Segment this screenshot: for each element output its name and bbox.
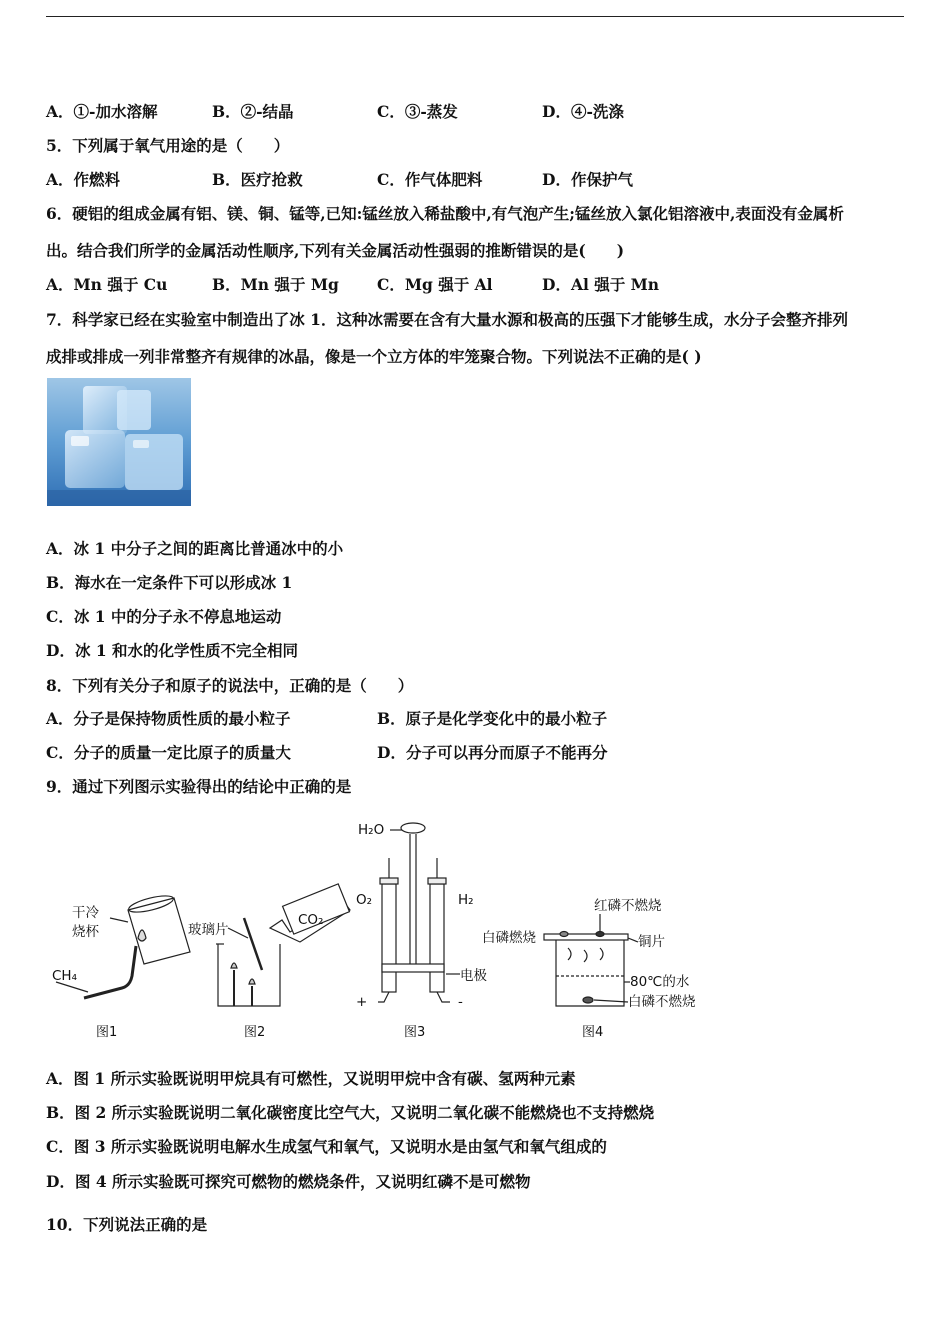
q6-option-d[interactable]: D．Al 强于 Mn <box>542 275 660 294</box>
q5-option-a[interactable]: A．作燃料 <box>46 170 121 189</box>
q7-stem-line1: 7．科学家已经在实验室中制造出了冰 1．这种冰需要在含有大量水源和极高的压强下才能够生成，水分子会整齐排列 <box>46 310 848 329</box>
q8-option-d[interactable]: D．分子可以再分而原子不能再分 <box>377 743 608 762</box>
figure-2-caption: 图2 <box>244 1025 266 1040</box>
figure-3-caption: 图3 <box>404 1025 426 1040</box>
experiment-figures <box>48 810 713 1045</box>
q6-option-c[interactable]: C．Mg 强于 Al <box>377 275 493 294</box>
q7-option-b[interactable]: B．海水在一定条件下可以形成冰 1 <box>46 573 293 592</box>
q9-option-c[interactable]: C．图 3 所示实验既说明电解水生成氢气和氧气，又说明水是由氢气和氧气组成的 <box>46 1137 607 1156</box>
q4-option-d[interactable]: D．④-洗涤 <box>542 102 624 121</box>
ice-cubes-image <box>47 378 191 506</box>
q7-option-d[interactable]: D．冰 1 和水的化学性质不完全相同 <box>46 641 299 660</box>
f4-water-label: 80℃的水 <box>630 974 690 990</box>
q4-option-a[interactable]: A．①-加水溶解 <box>46 102 158 121</box>
f4-red-label: 红磷不燃烧 <box>594 898 662 914</box>
f3-electrode-label: 电极 <box>460 968 487 984</box>
q5-option-d[interactable]: D．作保护气 <box>542 170 633 189</box>
q5-option-b[interactable]: B．医疗抢救 <box>212 170 303 189</box>
q7-stem-line2: 成排或排成一列非常整齐有规律的冰晶，像是一个立方体的牢笼聚合物。下列说法不正确的是( ) <box>46 347 702 366</box>
q9-option-b[interactable]: B．图 2 所示实验既说明二氧化碳密度比空气大，又说明二氧化碳不能燃烧也不支持燃烧 <box>46 1103 655 1122</box>
figure-1-caption: 图1 <box>96 1025 118 1040</box>
q4-option-c[interactable]: C．③-蒸发 <box>377 102 458 121</box>
q7-option-a[interactable]: A．冰 1 中分子之间的距离比普通冰中的小 <box>46 539 344 558</box>
q5-stem: 5．下列属于氧气用途的是（ ） <box>46 136 290 155</box>
f3-minus-label: - <box>458 994 463 1010</box>
q6-stem-line1: 6．硬铝的组成金属有铝、镁、铜、锰等,已知:锰丝放入稀盐酸中,有气泡产生;锰丝放入氯化铝溶液中,表面没有金属析 <box>46 204 844 223</box>
q6-stem-line2: 出。结合我们所学的金属活动性顺序,下列有关金属活动性强弱的推断错误的是( ) <box>46 241 625 260</box>
q7-option-c[interactable]: C．冰 1 中的分子永不停息地运动 <box>46 607 282 626</box>
f2-gas-label: CO₂ <box>298 912 324 928</box>
f4-copper-label: 铜片 <box>638 934 665 950</box>
q9-stem: 9．通过下列图示实验得出的结论中正确的是 <box>46 777 352 796</box>
figure-4-phosphorus <box>482 897 696 1040</box>
q6-option-b[interactable]: B．Mn 强于 Mg <box>212 275 339 294</box>
figure-3-electrolysis <box>356 822 487 1040</box>
f1-label-line2: 烧杯 <box>72 924 99 940</box>
q8-stem: 8．下列有关分子和原子的说法中，正确的是（ ） <box>46 676 414 695</box>
q5-option-c[interactable]: C．作气体肥料 <box>377 170 483 189</box>
f1-gas-label: CH₄ <box>52 968 77 984</box>
q10-stem: 10．下列说法正确的是 <box>46 1215 208 1234</box>
f3-o2-label: O₂ <box>356 892 373 908</box>
q9-option-a[interactable]: A．图 1 所示实验既说明甲烷具有可燃性，又说明甲烷中含有碳、氢两种元素 <box>46 1069 576 1088</box>
f3-plus-label: + <box>356 994 368 1010</box>
f2-glass-label: 玻璃片 <box>188 922 229 938</box>
f4-white-burn-label: 白磷燃烧 <box>482 930 536 946</box>
q9-option-d[interactable]: D．图 4 所示实验既可探究可燃物的燃烧条件，又说明红磷不是可燃物 <box>46 1172 531 1191</box>
f3-water-label: H₂O <box>358 822 385 838</box>
q4-option-b[interactable]: B．②-结晶 <box>212 102 294 121</box>
q8-option-a[interactable]: A．分子是保持物质性质的最小粒子 <box>46 709 291 728</box>
q6-option-a[interactable]: A．Mn 强于 Cu <box>46 275 168 294</box>
q8-option-b[interactable]: B．原子是化学变化中的最小粒子 <box>377 709 608 728</box>
figure-2-co2-candles <box>188 884 350 1040</box>
header-rule <box>46 16 904 17</box>
f1-label-line1: 干冷 <box>72 905 99 921</box>
figure-1-methane-combustion <box>52 893 190 1040</box>
f3-h2-label: H₂ <box>458 892 474 908</box>
q8-option-c[interactable]: C．分子的质量一定比原子的质量大 <box>46 743 291 762</box>
f4-white-no-label: 白磷不燃烧 <box>628 994 696 1010</box>
figure-4-caption: 图4 <box>582 1025 604 1040</box>
